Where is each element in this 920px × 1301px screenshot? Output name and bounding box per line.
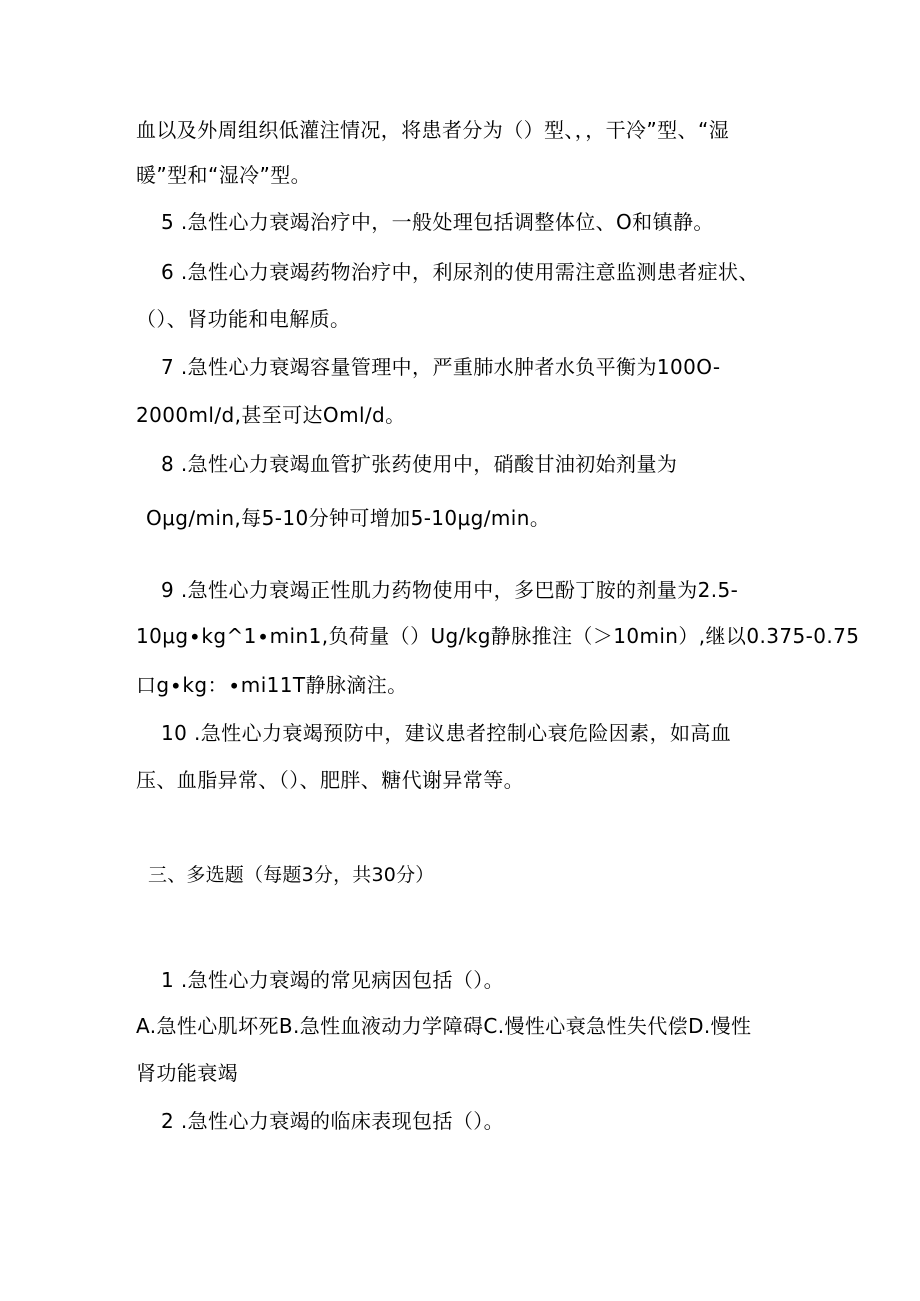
mc-question-1-options-line-2: 肾功能衰竭 [136, 1061, 238, 1085]
question-6-line-2: （）、肾功能和电解质。 [136, 307, 351, 331]
mc-question-1-options-line-1: A.急性心肌坏死B.急性血液动力学障碍C.慢性心衰急性失代偿D.慢性 [136, 1014, 752, 1038]
question-10-line-1: 10 .急性心力衰竭预防中，建议患者控制心衰危险因素，如高血 [161, 721, 732, 745]
question-9-line-1: 9 .急性心力衰竭正性肌力药物使用中，多巴酚丁胺的剂量为2.5- [161, 578, 739, 602]
intro-line-2: 暖”型和“湿冷”型。 [136, 163, 312, 187]
question-6-line-1: 6 .急性心力衰竭药物治疗中，利尿剂的使用需注意监测患者症状、 [161, 260, 759, 284]
question-5: 5 .急性心力衰竭治疗中，一般处理包括调整体位、O和镇静。 [161, 210, 714, 234]
question-7-line-2: 2000ml∕d,甚至可达Oml∕d。 [136, 403, 406, 427]
question-8-line-2: Oμg∕min,每5-10分钟可增加5-10μg∕min。 [146, 506, 551, 530]
mc-question-1: 1 .急性心力衰竭的常见病因包括（）。 [161, 968, 505, 992]
question-7-line-1: 7 .急性心力衰竭容量管理中，严重肺水肿者水负平衡为100O- [161, 355, 721, 379]
question-8-line-1: 8 .急性心力衰竭血管扩张药使用中，硝酸甘油初始剂量为 [161, 452, 678, 476]
question-10-line-2: 压、血脂异常、（）、肥胖、糖代谢异常等。 [136, 768, 524, 792]
question-9-line-2: 10μg∙kg^1∙min1,负荷量（）Ug/kg静脉推注（＞10min）,继以0.375-0.75 [136, 624, 860, 648]
intro-line-1: 血以及外周组织低灌注情况，将患者分为（）型、，，干冷”型、“湿 [136, 118, 730, 142]
section-heading-multiple-choice: 三、多选题（每题3分，共30分） [148, 864, 435, 886]
question-9-line-3: 口g∙kg：∙mi11T静脉滴注。 [136, 673, 408, 697]
mc-question-2: 2 .急性心力衰竭的临床表现包括（）。 [161, 1109, 505, 1133]
